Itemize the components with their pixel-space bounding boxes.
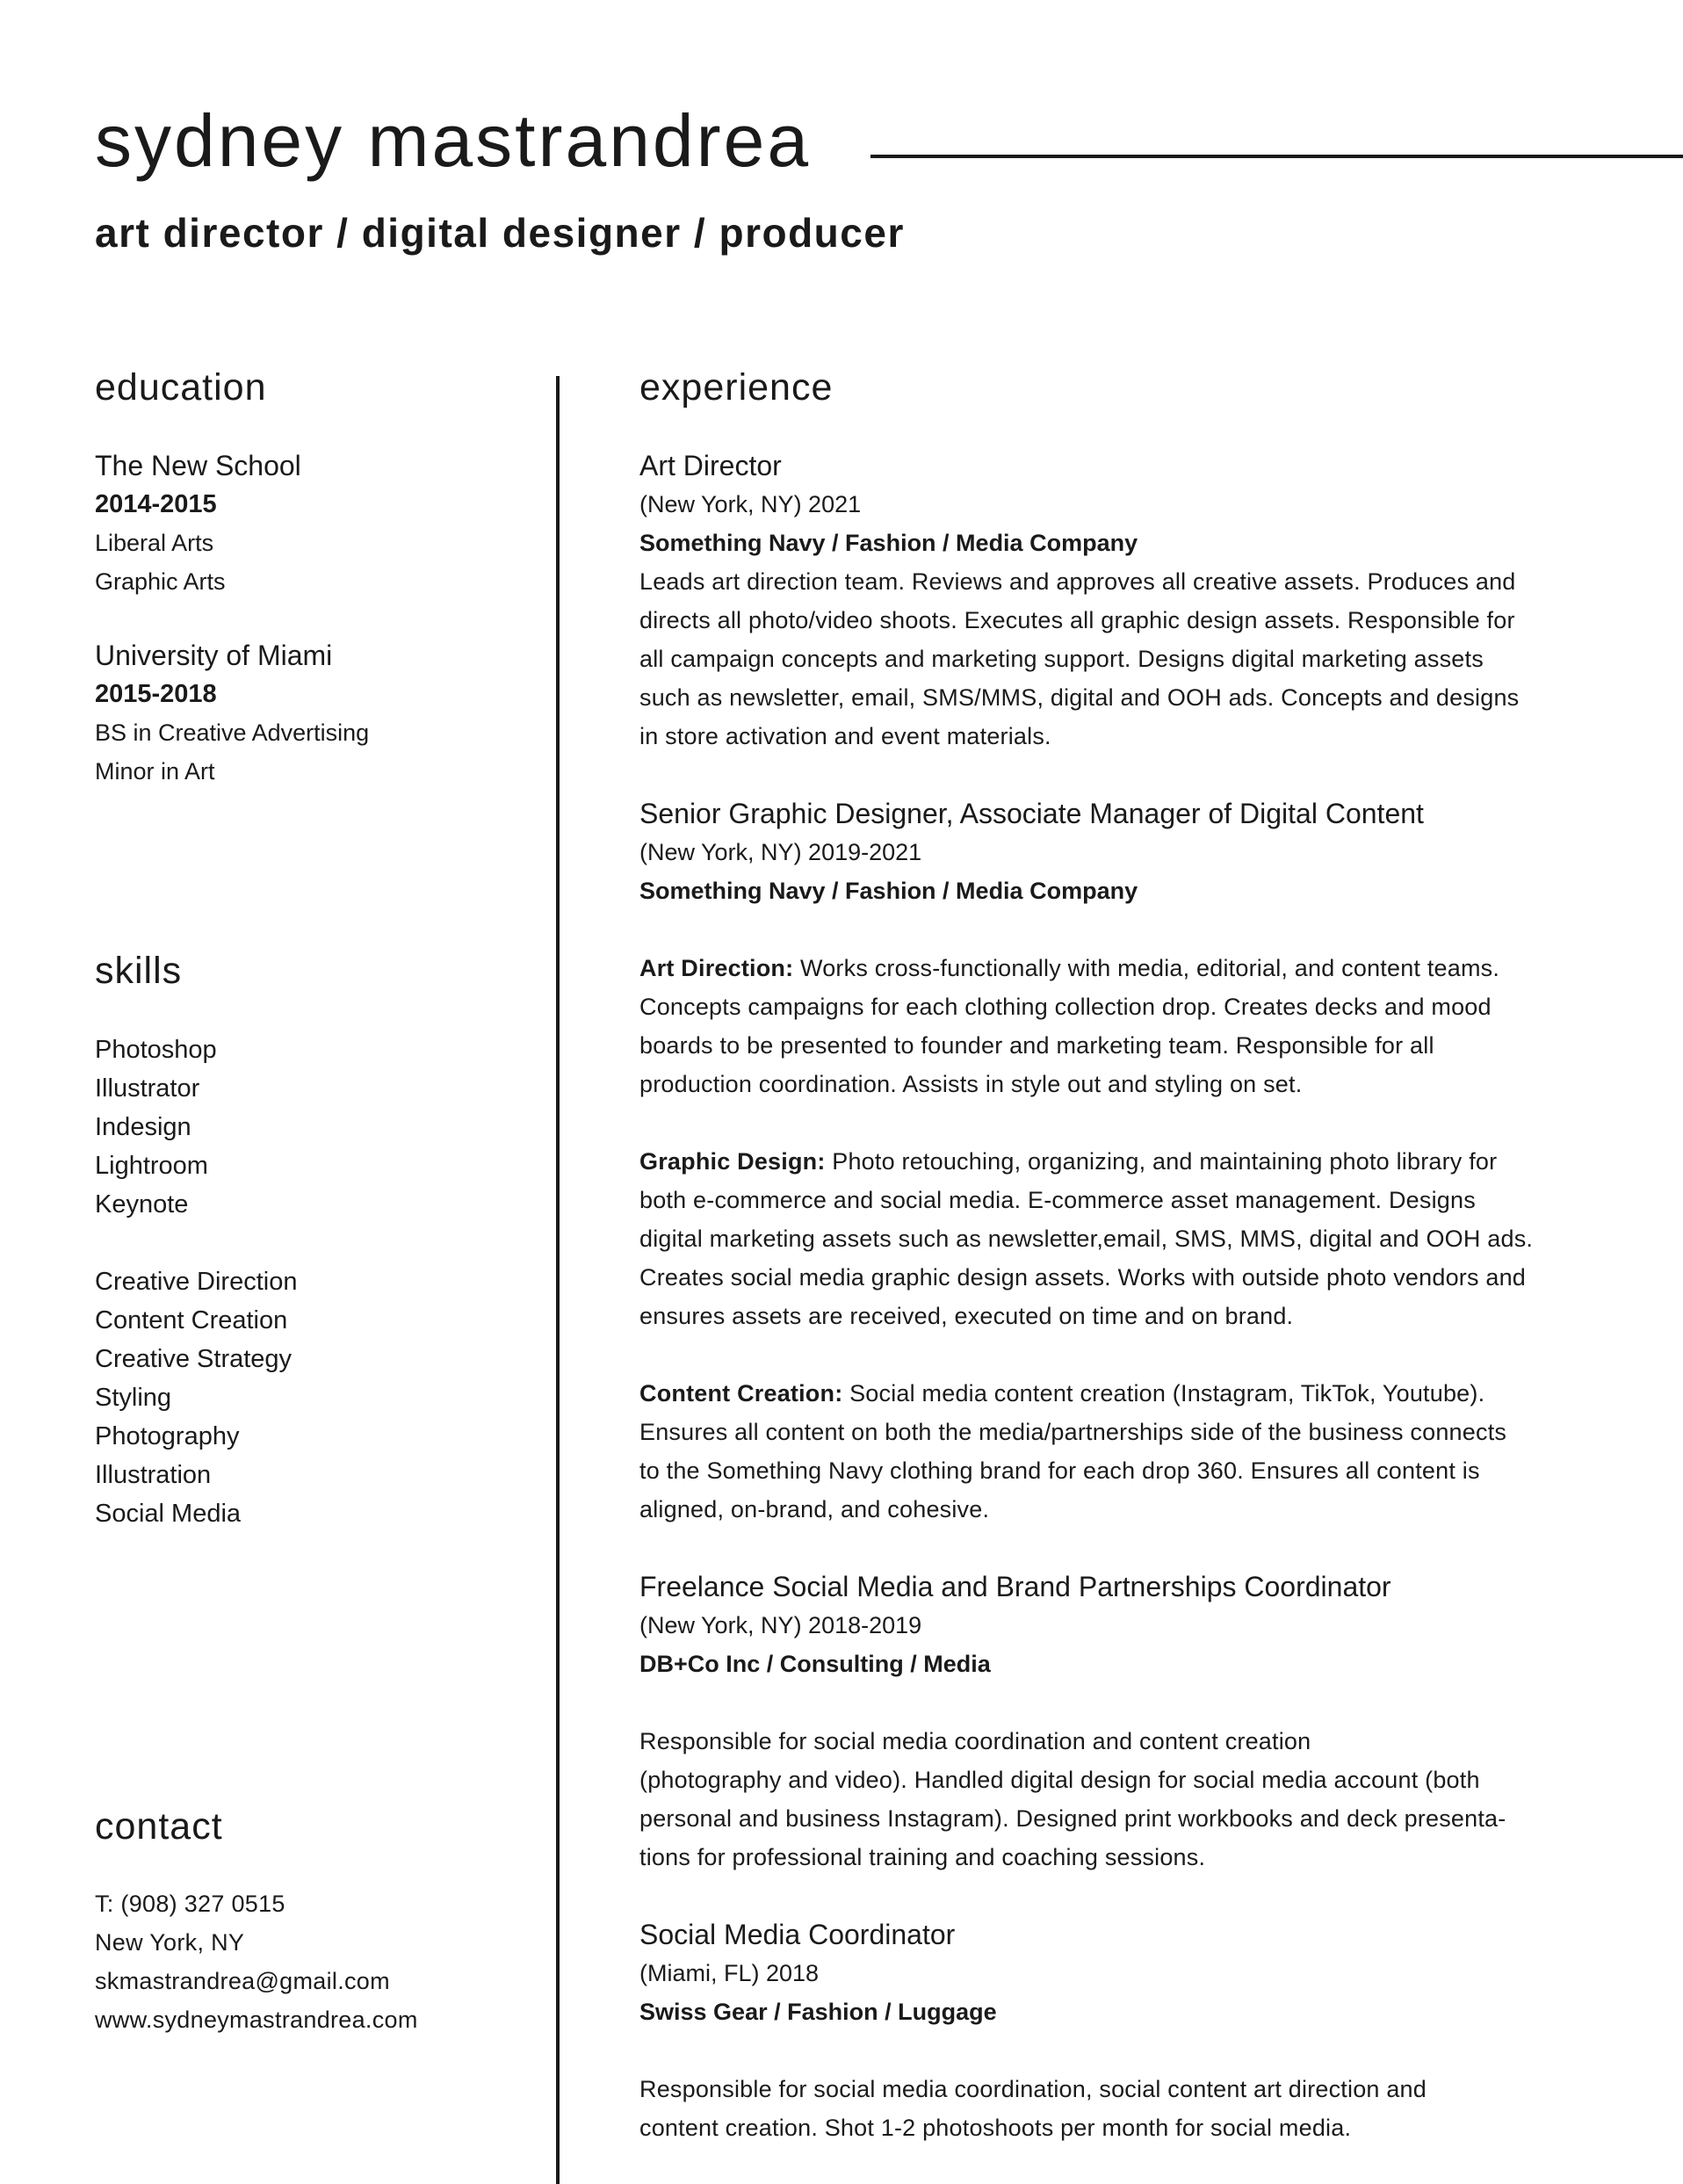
school-detail: BS in Creative Advertising (95, 720, 370, 746)
job-paragraph-art-direction (639, 949, 1533, 1103)
job-paragraph-graphic-design (639, 1142, 1533, 1335)
education-heading: education (95, 366, 267, 409)
column-divider (556, 376, 560, 2184)
job-entry (639, 1567, 1506, 1877)
contact-email[interactable]: skmastrandrea@gmail.com (95, 1968, 390, 1994)
contact-heading: contact (95, 1805, 223, 1848)
description-line: ensures assets are received, executed on time and on brand. (639, 1303, 1294, 1329)
skill-item: Lightroom (95, 1152, 208, 1180)
description-line (639, 1374, 1533, 1413)
description-line (639, 949, 1533, 987)
school-name: University of Miami (95, 640, 333, 671)
job-location: (New York, NY) 2021 (639, 491, 862, 517)
paragraph-lead: Content Creation: (639, 1380, 843, 1407)
job-title: Art Director (639, 450, 782, 481)
description-line: all campaign concepts and marketing support. Designs digital marketing assets (639, 646, 1484, 672)
job-description (639, 1722, 1506, 1877)
school-detail: Liberal Arts (95, 530, 214, 556)
job-company: Something Navy / Fashion / Media Company (639, 878, 1138, 904)
job-company: Swiss Gear / Fashion / Luggage (639, 1999, 997, 2025)
school-years: 2015-2018 (95, 680, 217, 708)
job-title: Freelance Social Media and Brand Partnerships Coordinator (639, 1571, 1391, 1602)
description-line: Leads art direction team. Reviews and approves all creative assets. Produces and (639, 568, 1516, 595)
job-location: (New York, NY) 2018-2019 (639, 1612, 922, 1638)
description-line: in store activation and event materials. (639, 723, 1051, 749)
paragraph-lead: Art Direction: (639, 955, 794, 981)
school-detail: Minor in Art (95, 758, 215, 785)
job-paragraph-content-creation (639, 1374, 1533, 1529)
education-entry (95, 446, 301, 601)
description-line: Concepts campaigns for each clothing collection drop. Creates decks and mood (639, 994, 1492, 1020)
job-company: Something Navy / Fashion / Media Company (639, 530, 1138, 556)
job-company: DB+Co Inc / Consulting / Media (639, 1651, 991, 1677)
description-line: Responsible for social media coordination, social content art direction and (639, 2076, 1427, 2102)
description-line: such as newsletter, email, SMS/MMS, digital and OOH ads. Concepts and designs (639, 684, 1520, 711)
skill-item: Content Creation (95, 1306, 288, 1334)
contact-phone: T: (908) 327 0515 (95, 1891, 285, 1917)
skill-item: Illustration (95, 1461, 212, 1489)
description-line: aligned, on-brand, and cohesive. (639, 1496, 990, 1522)
description-line (639, 1142, 1533, 1181)
school-detail: Graphic Arts (95, 568, 226, 595)
skill-item: Social Media (95, 1500, 242, 1528)
description-line: personal and business Instagram). Designed print workbooks and deck presenta- (639, 1805, 1506, 1832)
resume-subtitle: art director / digital designer / producer (95, 210, 905, 256)
skill-item: Styling (95, 1384, 172, 1412)
contact-location: New York, NY (95, 1929, 245, 1956)
skill-item: Photography (95, 1422, 240, 1450)
job-entry (639, 794, 1533, 1529)
paragraph-first-line: Works cross-functionally with media, editorial, and content teams. (793, 955, 1500, 981)
skills-heading: skills (95, 950, 183, 992)
skill-item: Creative Strategy (95, 1345, 293, 1373)
job-entry (639, 446, 1519, 756)
job-location: (Miami, FL) 2018 (639, 1960, 820, 1986)
description-line: content creation. Shot 1-2 photoshoots per month for social media. (639, 2115, 1352, 2141)
job-location: (New York, NY) 2019-2021 (639, 839, 922, 865)
job-title: Social Media Coordinator (639, 1919, 956, 1950)
job-title: Senior Graphic Designer, Associate Manager of Digital Content (639, 798, 1424, 829)
description-line: Responsible for social media coordination and content creation (639, 1728, 1311, 1754)
job-description (639, 562, 1519, 756)
school-name: The New School (95, 450, 301, 481)
creative-skills-list (95, 1262, 297, 1533)
contact-section (95, 1884, 534, 2039)
description-line: Creates social media graphic design assets. Works with outside photo vendors and (639, 1264, 1527, 1291)
skill-item: Indesign (95, 1113, 191, 1141)
description-line: boards to be presented to founder and marketing team. Responsible for all (639, 1032, 1434, 1059)
skill-item: Keynote (95, 1190, 189, 1219)
description-line: both e-commerce and social media. E-commerce asset management. Designs (639, 1187, 1476, 1213)
description-line: to the Something Navy clothing brand for each drop 360. Ensures all content is (639, 1457, 1480, 1484)
skill-item: Creative Direction (95, 1268, 298, 1296)
resume-name: sydney mastrandrea (95, 99, 812, 182)
education-entry (95, 636, 369, 791)
paragraph-first-line: Social media content creation (Instagram, TikTok, Youtube). (842, 1380, 1485, 1407)
description-line: (photography and video). Handled digital design for social media account (both (639, 1767, 1480, 1793)
description-line: directs all photo/video shoots. Executes all graphic design assets. Responsible for (639, 607, 1515, 633)
job-description (639, 2070, 1427, 2147)
description-line: tions for professional training and coaching sessions. (639, 1844, 1206, 1870)
paragraph-first-line: Photo retouching, organizing, and maintaining photo library for (825, 1148, 1498, 1175)
header-rule-divider (870, 155, 1683, 158)
skill-item: Photoshop (95, 1036, 217, 1064)
description-line: production coordination. Assists in style out and styling on set. (639, 1071, 1303, 1097)
experience-heading: experience (639, 366, 834, 409)
description-line: digital marketing assets such as newsletter,email, SMS, MMS, digital and OOH ads. (639, 1226, 1534, 1252)
school-years: 2014-2015 (95, 490, 217, 518)
paragraph-lead: Graphic Design: (639, 1148, 826, 1175)
skill-item: Illustrator (95, 1074, 200, 1103)
software-skills-list (95, 1031, 217, 1224)
contact-website[interactable]: www.sydneymastrandrea.com (95, 2007, 418, 2033)
description-line: Ensures all content on both the media/partnerships side of the business connects (639, 1419, 1507, 1445)
job-entry (639, 1915, 1427, 2147)
